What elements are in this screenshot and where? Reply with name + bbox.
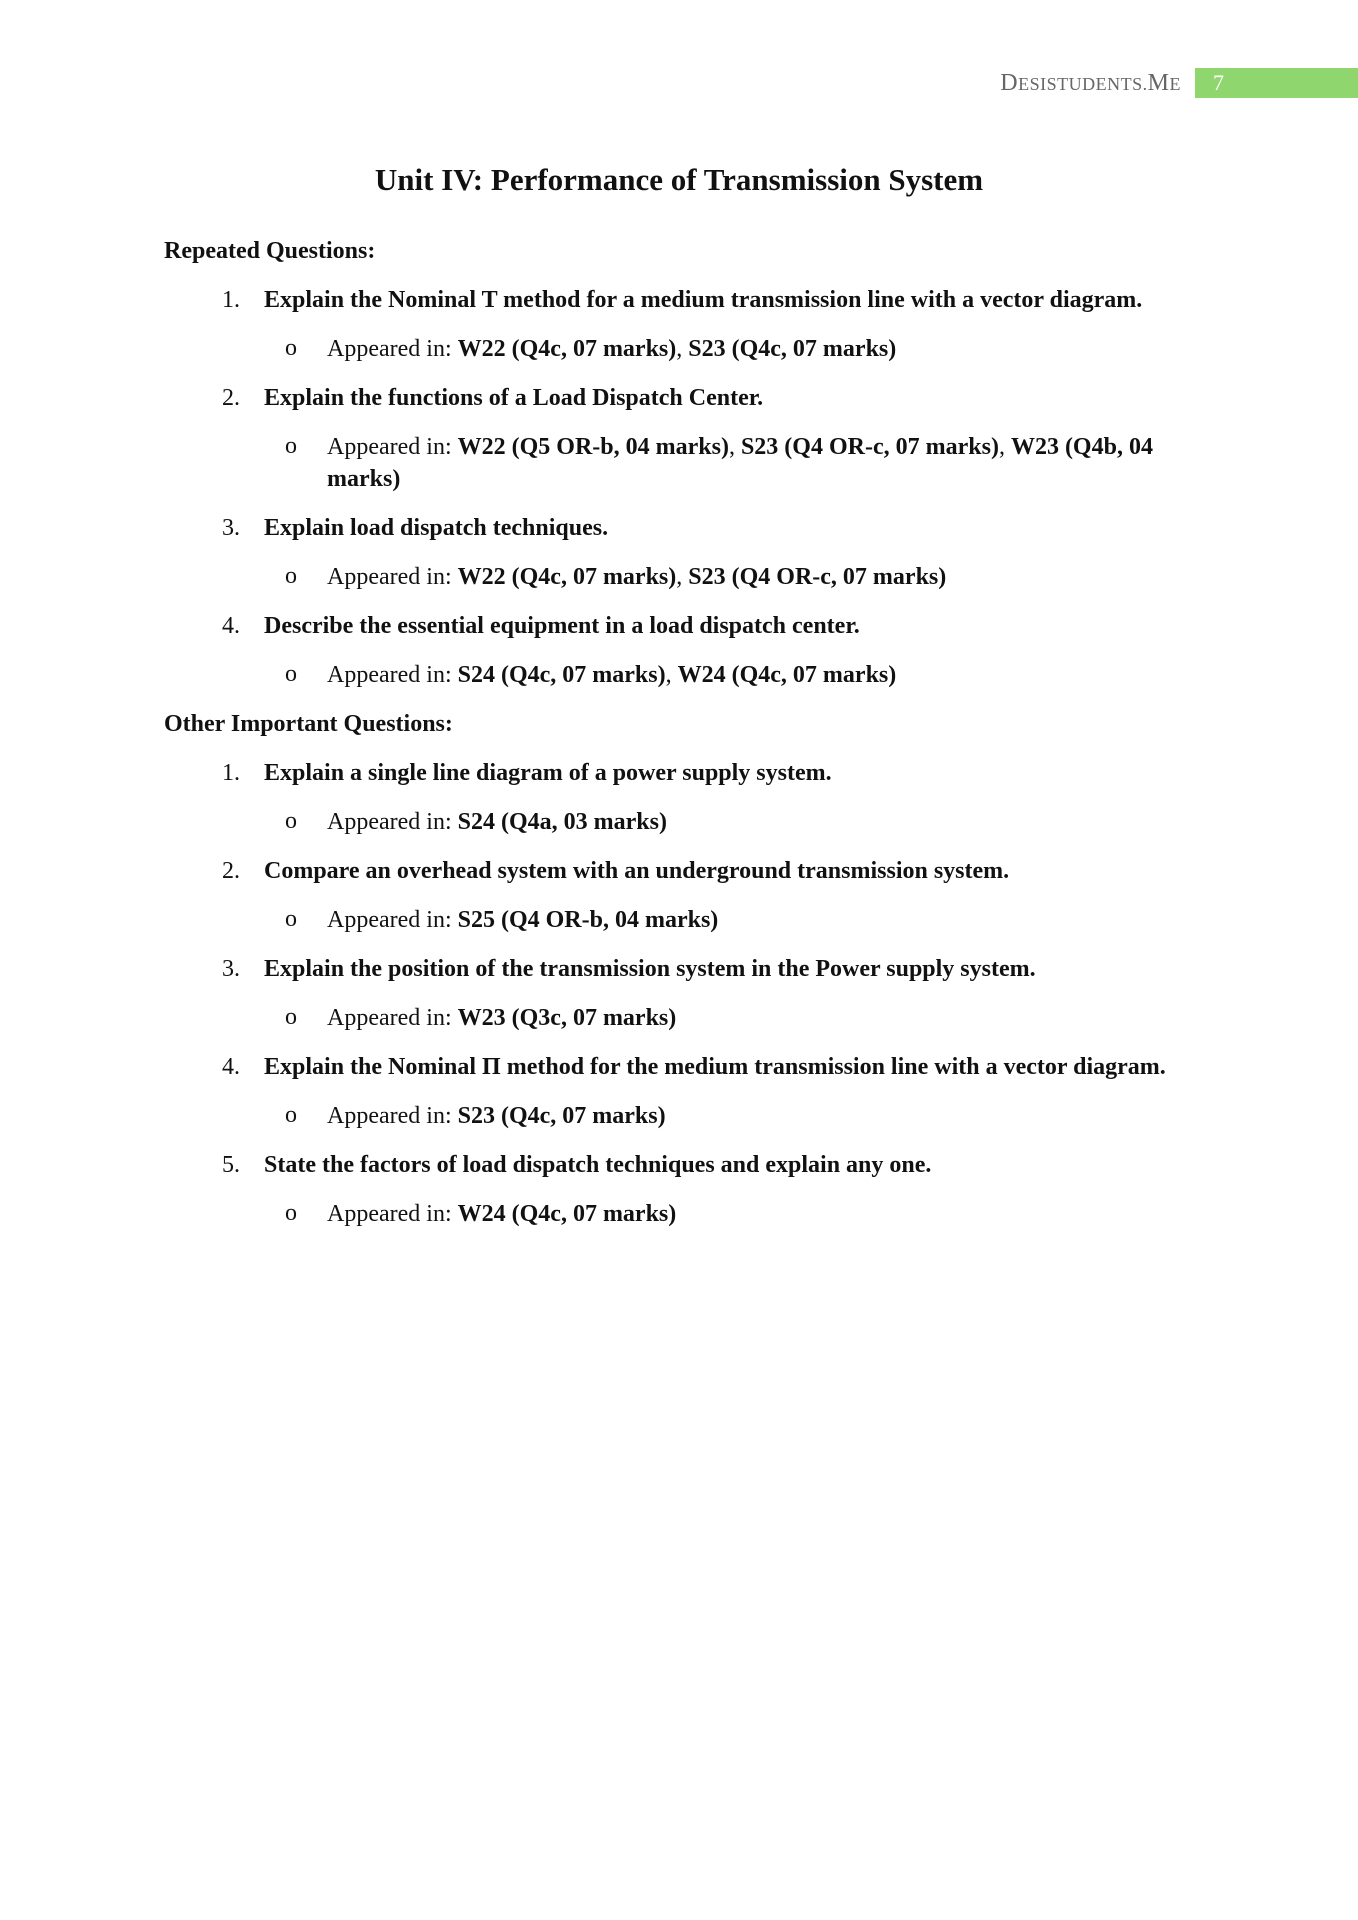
exam-reference: W22 (Q4c, 07 marks) [457,564,677,590]
document-body [164,235,1204,1247]
question-number-label: 1. [222,287,240,313]
question-number-label: 4. [222,613,240,639]
question-item [164,1149,1204,1181]
appeared-in-text [327,1100,1204,1132]
appeared-in-item [164,1198,1204,1230]
question-item [164,1051,1204,1083]
bullet-glyph: o [285,808,297,834]
question-item [164,757,1204,789]
appeared-in-item [164,431,1204,495]
appeared-in-label: Appeared in: [327,1201,458,1227]
question-number [164,855,246,887]
appeared-in-label: Appeared in: [327,907,458,933]
question-number-label: 2. [222,385,240,411]
question-text: Explain the Nominal Π method for the medium transmission line with a vector diagram. [264,1054,1166,1080]
appeared-in-label: Appeared in: [327,336,458,362]
reference-separator: , [676,336,689,362]
site-name: DESISTUDENTS.ME [1000,70,1181,96]
question-text: State the factors of load dispatch techniques and explain any one. [264,1152,932,1178]
exam-reference: W22 (Q4c, 07 marks) [457,336,677,362]
question-number [164,953,246,985]
appeared-in-label: Appeared in: [327,1103,458,1129]
question-number [164,1051,246,1083]
appeared-in-label: Appeared in: [327,809,458,835]
question-number-label: 3. [222,956,240,982]
bullet-marker [164,333,327,365]
appeared-in-text [327,904,1204,936]
question-number-label: 3. [222,515,240,541]
exam-reference: S24 (Q4a, 03 marks) [457,809,667,835]
question-text: Compare an overhead system with an underground transmission system. [264,858,1010,884]
appeared-in-text [327,561,1204,593]
question-number-label: 1. [222,760,240,786]
bullet-marker [164,1198,327,1230]
exam-reference: S24 (Q4c, 07 marks) [457,662,666,688]
section-heading: Repeated Questions: [164,238,376,264]
bullet-glyph: o [285,906,297,932]
question-text: Explain the position of the transmission system in the Power supply system. [264,956,1036,982]
question-number [164,757,246,789]
appeared-in-label: Appeared in: [327,1005,458,1031]
question-number [164,382,246,414]
appeared-in-label: Appeared in: [327,564,458,590]
question-item [164,382,1204,414]
appeared-in-label: Appeared in: [327,662,458,688]
appeared-in-label: Appeared in: [327,434,458,460]
question-number [164,610,246,642]
question-text: Describe the essential equipment in a load dispatch center. [264,613,860,639]
reference-separator: , [665,662,678,688]
bullet-glyph: o [285,1102,297,1128]
exam-reference: S23 (Q4 OR-c, 07 marks) [688,564,947,590]
bullet-marker [164,1100,327,1132]
exam-reference: W22 (Q5 OR-b, 04 marks) [457,434,729,460]
exam-reference: W24 (Q4c, 07 marks) [677,662,897,688]
reference-separator: , [998,434,1011,460]
question-number [164,512,246,544]
reference-separator: , [728,434,741,460]
appeared-in-item [164,1002,1204,1034]
bullet-glyph: o [285,1004,297,1030]
bullet-glyph: o [285,335,297,361]
question-item [164,512,1204,544]
question-number [164,1149,246,1181]
question-text: Explain a single line diagram of a power supply system. [264,760,832,786]
appeared-in-item [164,1100,1204,1132]
question-number-label: 5. [222,1152,240,1178]
question-text: Explain the functions of a Load Dispatch Center. [264,385,764,411]
appeared-in-item [164,806,1204,838]
question-number-label: 4. [222,1054,240,1080]
appeared-in-text [327,806,1204,838]
exam-reference: W24 (Q4c, 07 marks) [457,1201,677,1227]
appeared-in-text [327,1198,1204,1230]
bullet-marker [164,561,327,593]
page-number-badge: 7 [1195,68,1358,98]
appeared-in-item [164,561,1204,593]
bullet-glyph: o [285,1200,297,1226]
bullet-marker [164,806,327,838]
question-number [164,284,246,316]
question-number-label: 2. [222,858,240,884]
appeared-in-item [164,659,1204,691]
exam-reference: S23 (Q4c, 07 marks) [688,336,897,362]
reference-separator: , [676,564,689,590]
bullet-glyph: o [285,661,297,687]
question-item [164,610,1204,642]
section-heading: Other Important Questions: [164,711,453,737]
appeared-in-item [164,333,1204,365]
page-header [1000,68,1358,98]
exam-reference: W23 (Q4b, 04 marks) [327,434,1153,492]
bullet-marker [164,431,327,495]
bullet-marker [164,904,327,936]
appeared-in-item [164,904,1204,936]
appeared-in-text [327,659,1204,691]
exam-reference: S23 (Q4c, 07 marks) [457,1103,666,1129]
bullet-marker [164,659,327,691]
question-item [164,284,1204,316]
appeared-in-text [327,431,1204,495]
question-item [164,855,1204,887]
appeared-in-text [327,1002,1204,1034]
exam-reference: S23 (Q4 OR-c, 07 marks) [740,434,999,460]
bullet-marker [164,1002,327,1034]
appeared-in-text [327,333,1204,365]
page-title: Unit IV: Performance of Transmission System [374,162,984,197]
question-text: Explain the Nominal T method for a medium transmission line with a vector diagram. [264,287,1143,313]
exam-reference: W23 (Q3c, 07 marks) [457,1005,677,1031]
question-text: Explain load dispatch techniques. [264,515,609,541]
exam-reference: S25 (Q4 OR-b, 04 marks) [457,907,719,933]
bullet-glyph: o [285,433,297,459]
bullet-glyph: o [285,563,297,589]
question-item [164,953,1204,985]
